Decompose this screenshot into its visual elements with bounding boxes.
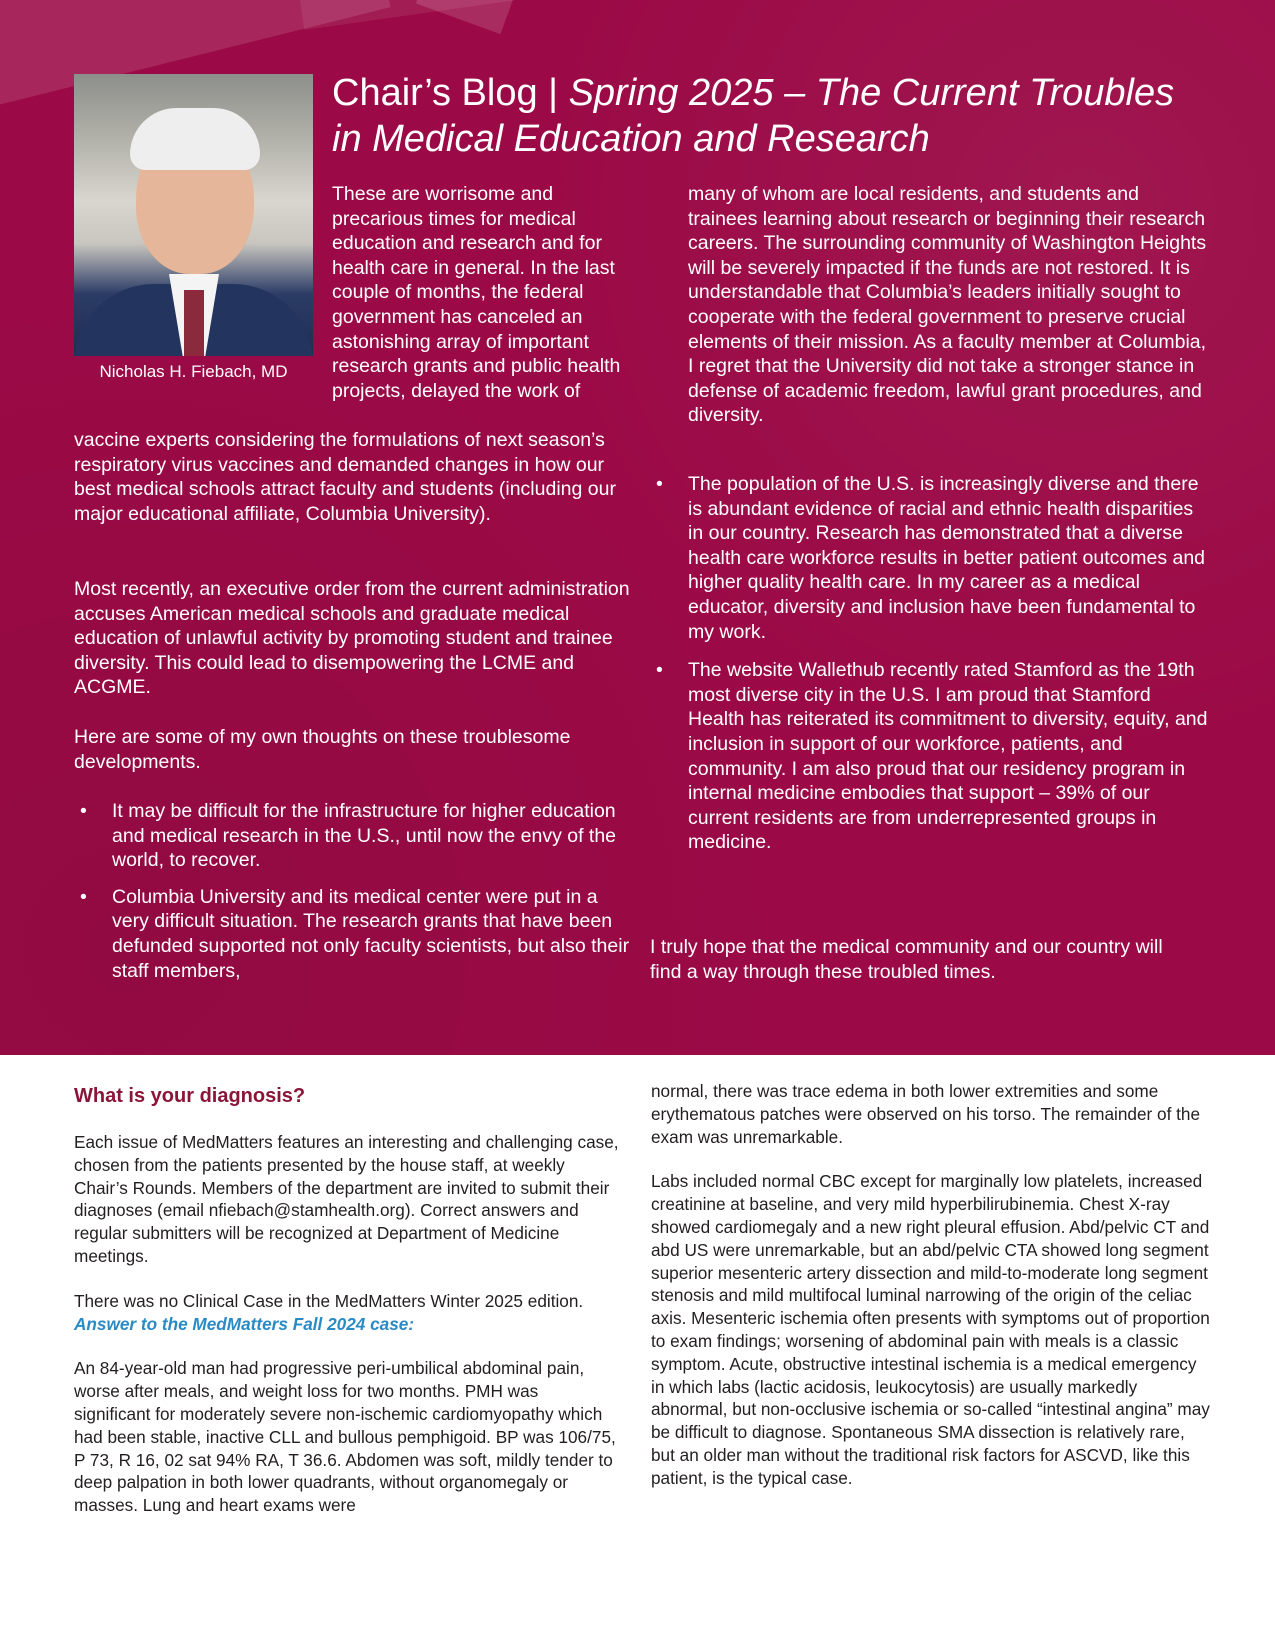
- case-labs: Labs included normal CBC except for marginally low platelets, increased creatinine at baseline, and very mild hyperbilirubinemia. Chest X-ray showed cardiomegaly and a new right pleural effusion. Abd/pelvic CT and abd US were unremarkable, but an abd/pelvic CTA showed long segment superior mesenteric artery dissection and mild-to-moderate long segment stenosis and mild multifocal luminal narrowing of the origin of the celiac axis. Mesenteric ischemia often presents with symptoms out of proportion to exam findings; worsening of abdominal pain with meals is a classic symptom. Acute, obstructive intestinal ischemia is a medical emergency in which labs (lactic acidosis, leukocytosis) are usually markedly abnormal, but non-occlusive ischemia or so-called “intestinal angina” may be difficult to diagnose. Spontaneous SMA dissection is relatively rare, but an older man without the traditional risk factors for ASCVD, like this patient, is the typical case.: [651, 1171, 1210, 1488]
- page-title: [332, 70, 1192, 162]
- bullet-icon: •: [656, 659, 663, 682]
- bullet-icon: •: [80, 800, 87, 822]
- list-item: [650, 472, 1210, 644]
- bullet-text: The population of the U.S. is increasingly diverse and there is abundant evidence of racial and ethnic health disparities in our country. Research has demonstrated that a diverse health care workforce results in better patient outcomes and higher quality health care. In my career as a medical educator, diversity and inclusion have been fundamental to my work.: [688, 473, 1206, 643]
- photo-tie: [184, 290, 204, 356]
- title-plain: Chair’s Blog |: [332, 72, 569, 114]
- diagnosis-section-continued: [651, 1080, 1211, 1490]
- case-note: [74, 1290, 619, 1336]
- case-description-continued: normal, there was trace edema in both lower extremities and some erythematous patches were observed on his torso. The remainder of the exam was unremarkable.: [651, 1081, 1201, 1147]
- blog-intro: These are worrisome and precarious times for medical education and research and for health care in general. In the last couple of months, the federal government has canceled an astonishing array of important research grants and public health projects, delayed the work of: [332, 183, 621, 402]
- case-description: An 84-year-old man had progressive peri-umbilical abdominal pain, worse after meals, and weight loss for two months. PMH was significant for moderately severe non-ischemic cardiomyopathy which had been stable, inactive CLL and bullous pemphigoid. BP was 106/75, P 73, R 16, 02 sat 94% RA, T 36.6. Abdomen was soft, mildly tender to deep palpation in both lower quadrants, without organomegaly or masses. Lung and heart exams were: [74, 1358, 616, 1516]
- list-item: [74, 885, 634, 983]
- decorative-shape: [416, 0, 514, 34]
- author-photo: [74, 74, 313, 356]
- no-case-text: There was no Clinical Case in the MedMatters Winter 2025 edition.: [74, 1290, 584, 1311]
- bullet-icon: •: [656, 473, 663, 495]
- answer-link[interactable]: Answer to the MedMatters Fall 2024 case:: [74, 1313, 415, 1334]
- bullet-text: Columbia University and its medical center were put in a very difficult situation. The research grants that have been defunded supported not only faculty scientists, but also their staff members,: [112, 885, 630, 982]
- photo-hair: [130, 108, 260, 170]
- bullet-list: [74, 799, 634, 995]
- list-item: [650, 658, 1210, 855]
- blog-paragraph: Here are some of my own thoughts on these troublesome developments.: [74, 726, 571, 773]
- bullet-text-continued: many of whom are local residents, and students and trainees learning about research or beginning their research careers. The surrounding community of Washington Heights will be severely impacted if the funds are not restored. It is understandable that Columbia’s leaders initially sought to cooperate with the federal government to preserve crucial elements of their mission. As a faculty member at Columbia, I regret that the University did not take a stronger stance in defense of academic freedom, lawful grant procedures, and diversity.: [688, 183, 1207, 427]
- photo-caption: Nicholas H. Fiebach, MD: [99, 362, 288, 381]
- bullet-text: The website Wallethub recently rated Stamford as the 19th most diverse city in the U.S. I am proud that Stamford Health has reiterated its commitment to diversity, equity, and inclusion in support of our workforce, patients, and community. I am also proud that our residency program in internal medicine embodies that support – 39% of our current residents are from underrepresented groups in medicine.: [688, 659, 1208, 854]
- list-item: [74, 799, 634, 873]
- section-heading: What is your diagnosis?: [74, 1085, 306, 1107]
- blog-intro-continued: vaccine experts considering the formulations of next season’s respiratory virus vaccines and demanded changes in how our best medical schools attract faculty and students (including our major educational affiliate, Columbia University).: [74, 429, 616, 525]
- bullet-list: [650, 472, 1210, 867]
- diagnosis-intro: Each issue of MedMatters features an interesting and challenging case, chosen from the patients presented by the house staff, at weekly Chair’s Rounds. Members of the department are invited to submit their diagnoses (email nfiebach@stamhealth.org). Correct answers and regular submitters will be recognized at Department of Medicine meetings.: [74, 1132, 619, 1266]
- diagnosis-section: [74, 1083, 619, 1517]
- bullet-icon: •: [80, 885, 87, 908]
- blog-paragraph: Most recently, an executive order from the current administration accuses American medical schools and graduate medical education of unlawful activity by promoting student and trainee diversity. This could lead to disempowering the LCME and ACGME.: [74, 578, 630, 699]
- bullet-text: It may be difficult for the infrastructure for higher education and medical research in the U.S., until now the envy of the world, to recover.: [112, 800, 617, 872]
- blog-closing: I truly hope that the medical community and our country will find a way through these troubled times.: [650, 936, 1163, 983]
- title-italic: Spring 2025 – The Current Troubles in Medical Education and Research: [332, 72, 1175, 160]
